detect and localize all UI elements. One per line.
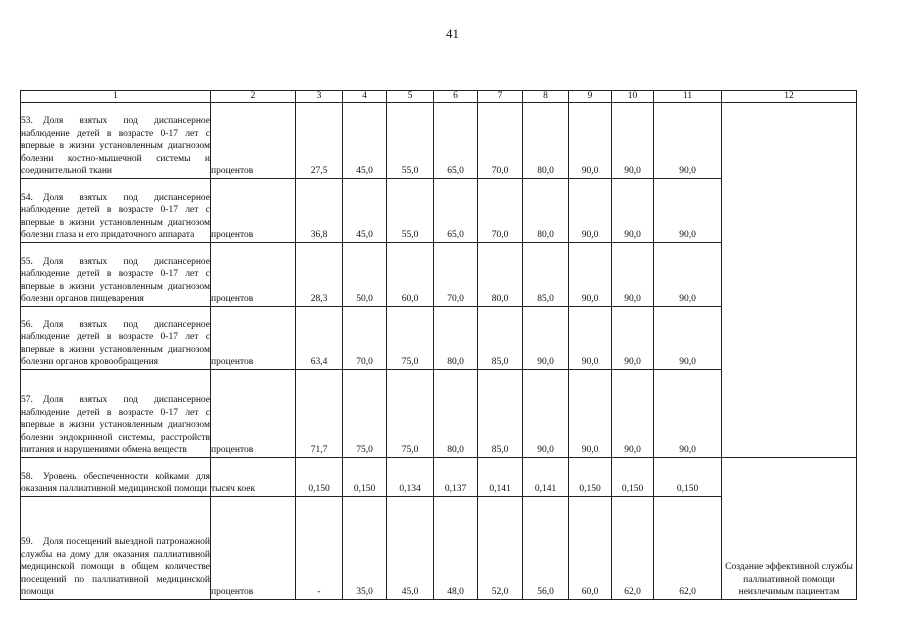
indicator-name-cell bbox=[21, 179, 211, 243]
value-cell: 45,0 bbox=[343, 179, 387, 243]
note-cell-empty bbox=[722, 103, 857, 458]
value-cell: 90,0 bbox=[654, 243, 722, 307]
unit-cell: процентов bbox=[211, 179, 296, 243]
indicator-name: Доля взятых под диспансерное наблюдение детей в возрасте 0-17 лет с впервые в жизни установленным диагнозом болезни эндокринной системы, расстройств питания и нарушениями обмена веществ bbox=[21, 395, 210, 456]
value-cell: 70,0 bbox=[478, 179, 523, 243]
value-cell: 80,0 bbox=[478, 243, 523, 307]
row-number: 53. bbox=[21, 116, 33, 127]
indicator-name-cell bbox=[21, 370, 211, 458]
value-cell: 71,7 bbox=[296, 370, 343, 458]
value-cell: 52,0 bbox=[478, 497, 523, 600]
value-cell: 90,0 bbox=[654, 307, 722, 370]
value-cell: 90,0 bbox=[612, 179, 654, 243]
value-cell: 45,0 bbox=[387, 497, 434, 600]
value-cell: 60,0 bbox=[569, 497, 612, 600]
unit-cell: процентов bbox=[211, 370, 296, 458]
value-cell: 0,150 bbox=[612, 458, 654, 497]
value-cell: 75,0 bbox=[343, 370, 387, 458]
page-number: 41 bbox=[446, 26, 459, 41]
value-cell: 36,8 bbox=[296, 179, 343, 243]
value-cell: 90,0 bbox=[569, 179, 612, 243]
value-cell: 90,0 bbox=[569, 307, 612, 370]
indicator-name-cell bbox=[21, 458, 211, 497]
indicator-name-cell bbox=[21, 497, 211, 600]
value-cell: 0,150 bbox=[296, 458, 343, 497]
unit-cell: процентов bbox=[211, 243, 296, 307]
indicator-name: Доля взятых под диспансерное наблюдение детей в возрасте 0-17 лет с впервые в жизни установленным диагнозом болезни костно-мышечной системы и соединительной ткани bbox=[21, 116, 210, 177]
value-cell: 27,5 bbox=[296, 103, 343, 179]
value-cell: 80,0 bbox=[434, 370, 478, 458]
table-row bbox=[21, 103, 857, 179]
value-cell: 90,0 bbox=[612, 370, 654, 458]
value-cell: 80,0 bbox=[523, 103, 569, 179]
value-cell: 90,0 bbox=[612, 307, 654, 370]
value-cell: - bbox=[296, 497, 343, 600]
value-cell: 0,141 bbox=[523, 458, 569, 497]
value-cell: 65,0 bbox=[434, 179, 478, 243]
column-header: 1 bbox=[21, 91, 211, 103]
value-cell: 90,0 bbox=[654, 103, 722, 179]
note-cell bbox=[722, 458, 857, 600]
indicator-name: Доля посещений выездной патронажной службы на дому для оказания паллиативной медицинской помощи в общем количестве посещений по паллиативной медицинской помощи bbox=[21, 537, 210, 598]
indicator-name-cell bbox=[21, 103, 211, 179]
unit-cell: процентов bbox=[211, 497, 296, 600]
value-cell: 62,0 bbox=[612, 497, 654, 600]
column-number-row bbox=[21, 91, 857, 103]
note-text: Создание эффективной службы паллиативной помощи неизлечимым пациентам bbox=[725, 562, 853, 598]
column-header: 3 bbox=[296, 91, 343, 103]
value-cell: 85,0 bbox=[523, 243, 569, 307]
column-header: 6 bbox=[434, 91, 478, 103]
row-number: 58. bbox=[21, 471, 33, 482]
unit-cell: тысяч коек bbox=[211, 458, 296, 497]
value-cell: 70,0 bbox=[478, 103, 523, 179]
column-header: 11 bbox=[654, 91, 722, 103]
value-cell: 56,0 bbox=[523, 497, 569, 600]
indicator-name: Доля взятых под диспансерное наблюдение детей в возрасте 0-17 лет с впервые в жизни установленным диагнозом болезни глаза и его придаточного аппарата bbox=[21, 192, 210, 241]
value-cell: 70,0 bbox=[434, 243, 478, 307]
row-number: 56. bbox=[21, 319, 33, 330]
indicator-name: Уровень обеспеченности койками для оказания паллиативной медицинской помощи bbox=[21, 471, 210, 495]
row-number: 54. bbox=[21, 192, 33, 203]
value-cell: 65,0 bbox=[434, 103, 478, 179]
value-cell: 0,150 bbox=[654, 458, 722, 497]
value-cell: 62,0 bbox=[654, 497, 722, 600]
value-cell: 55,0 bbox=[387, 179, 434, 243]
value-cell: 28,3 bbox=[296, 243, 343, 307]
value-cell: 75,0 bbox=[387, 370, 434, 458]
value-cell: 90,0 bbox=[612, 243, 654, 307]
value-cell: 45,0 bbox=[343, 103, 387, 179]
column-header: 5 bbox=[387, 91, 434, 103]
value-cell: 35,0 bbox=[343, 497, 387, 600]
value-cell: 48,0 bbox=[434, 497, 478, 600]
indicators-table bbox=[20, 90, 857, 600]
value-cell: 90,0 bbox=[569, 103, 612, 179]
table-row bbox=[21, 458, 857, 497]
row-number: 59. bbox=[21, 537, 33, 548]
value-cell: 0,134 bbox=[387, 458, 434, 497]
column-header: 8 bbox=[523, 91, 569, 103]
value-cell: 0,150 bbox=[343, 458, 387, 497]
value-cell: 90,0 bbox=[569, 243, 612, 307]
value-cell: 75,0 bbox=[387, 307, 434, 370]
unit-cell: процентов bbox=[211, 103, 296, 179]
value-cell: 80,0 bbox=[523, 179, 569, 243]
value-cell: 90,0 bbox=[654, 179, 722, 243]
value-cell: 85,0 bbox=[478, 307, 523, 370]
value-cell: 80,0 bbox=[434, 307, 478, 370]
indicator-name-cell bbox=[21, 307, 211, 370]
value-cell: 70,0 bbox=[343, 307, 387, 370]
indicator-name: Доля взятых под диспансерное наблюдение детей в возрасте 0-17 лет с впервые в жизни установленным диагнозом болезни органов кровообращения bbox=[21, 319, 210, 368]
value-cell: 0,141 bbox=[478, 458, 523, 497]
column-header: 9 bbox=[569, 91, 612, 103]
column-header: 2 bbox=[211, 91, 296, 103]
unit-cell: процентов bbox=[211, 307, 296, 370]
value-cell: 0,150 bbox=[569, 458, 612, 497]
indicator-name-cell bbox=[21, 243, 211, 307]
row-number: 55. bbox=[21, 256, 33, 267]
column-header: 4 bbox=[343, 91, 387, 103]
value-cell: 90,0 bbox=[612, 103, 654, 179]
value-cell: 90,0 bbox=[654, 370, 722, 458]
value-cell: 63,4 bbox=[296, 307, 343, 370]
indicator-name: Доля взятых под диспансерное наблюдение детей в возрасте 0-17 лет с впервые в жизни установленным диагнозом болезни органов пищеварения bbox=[21, 256, 210, 305]
value-cell: 60,0 bbox=[387, 243, 434, 307]
column-header: 12 bbox=[722, 91, 857, 103]
value-cell: 90,0 bbox=[523, 370, 569, 458]
value-cell: 85,0 bbox=[478, 370, 523, 458]
value-cell: 90,0 bbox=[569, 370, 612, 458]
value-cell: 50,0 bbox=[343, 243, 387, 307]
column-header: 10 bbox=[612, 91, 654, 103]
value-cell: 0,137 bbox=[434, 458, 478, 497]
row-number: 57. bbox=[21, 395, 33, 406]
value-cell: 90,0 bbox=[523, 307, 569, 370]
column-header: 7 bbox=[478, 91, 523, 103]
value-cell: 55,0 bbox=[387, 103, 434, 179]
